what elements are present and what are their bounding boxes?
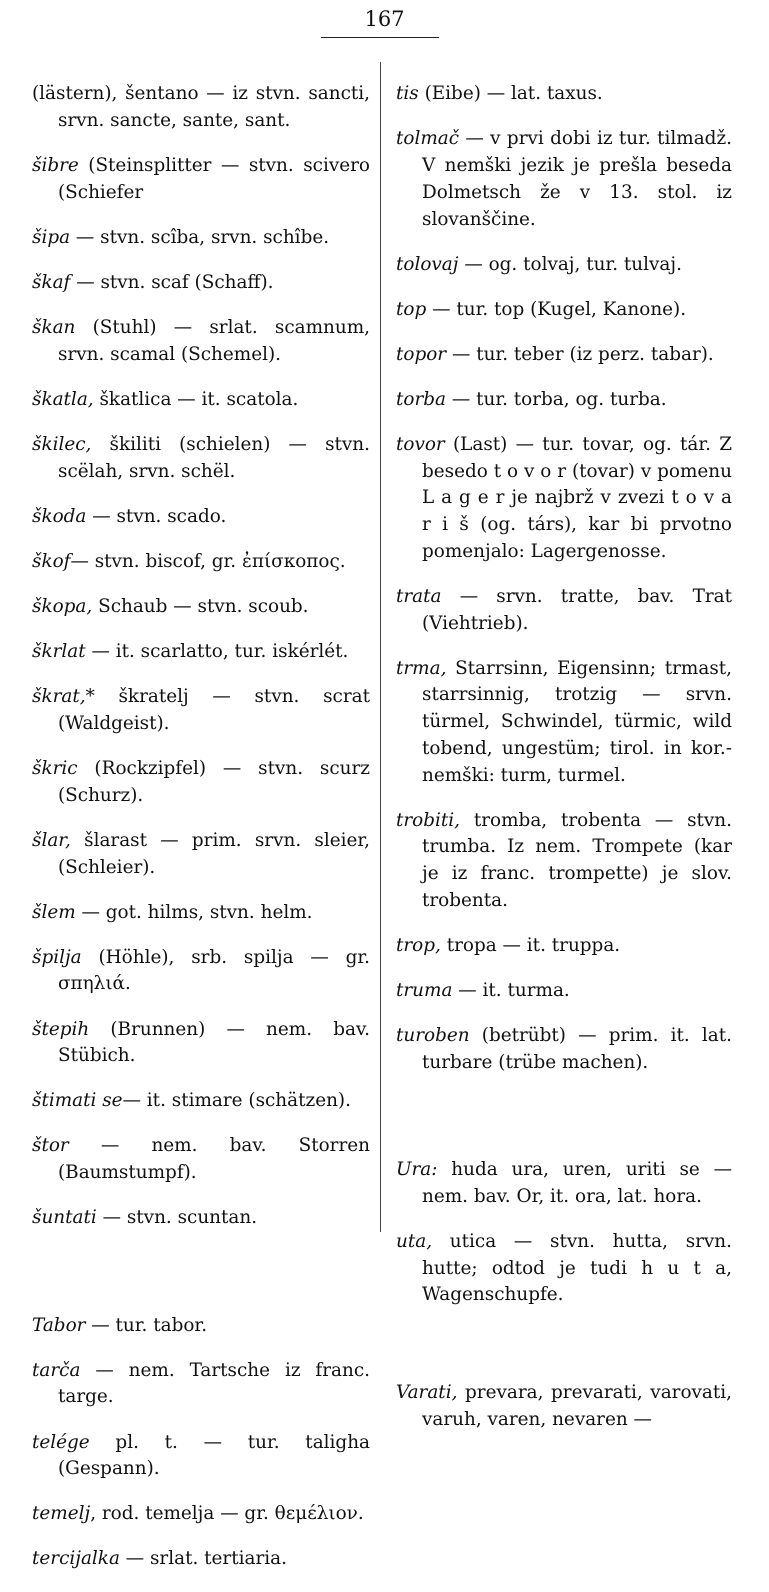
entry-headword: Varati, xyxy=(396,1381,458,1403)
dictionary-entry xyxy=(32,504,370,531)
dictionary-entry xyxy=(396,81,732,108)
dictionary-entry xyxy=(396,1380,732,1433)
entry-text: škatlica — it. scatola. xyxy=(93,388,299,410)
entry-text: tropa — it. truppa. xyxy=(440,934,621,956)
entry-text: šlarast — prim. srvn. sleier, (Schleier). xyxy=(58,829,370,878)
dictionary-entry xyxy=(32,756,370,809)
t-entries-group xyxy=(396,81,732,1076)
entry-headword: trma, xyxy=(396,657,447,679)
dictionary-entry xyxy=(32,1313,370,1340)
entry-headword: škrlat xyxy=(32,641,86,663)
entry-text: (betrübt) — prim. it. lat. turbare (trübe machen). xyxy=(422,1025,732,1073)
entry-text: — nem. Tartsche iz franc. targe. xyxy=(58,1359,370,1408)
entry-text: — tur. teber (iz perz. tabar). xyxy=(446,343,714,365)
entry-text: — nem. bav. Storren (Baumstumpf). xyxy=(58,1135,370,1184)
entry-headword: tis xyxy=(396,83,419,105)
entry-headword: temelj xyxy=(32,1503,91,1525)
entry-headword: telége xyxy=(32,1431,90,1453)
entry-text: — it. stimare (schätzen). xyxy=(122,1090,351,1112)
entry-headword: šipa xyxy=(32,226,71,248)
entry-headword: top xyxy=(396,298,427,320)
dictionary-entry xyxy=(396,126,732,233)
entry-headword: tolovaj xyxy=(396,253,459,275)
entry-headword: štepih xyxy=(32,1018,90,1040)
entry-headword: štor xyxy=(32,1135,69,1157)
entry-headword: šlar, xyxy=(32,829,71,851)
dictionary-entry xyxy=(396,584,732,637)
dictionary-entry xyxy=(396,252,732,279)
dictionary-entry xyxy=(32,225,370,252)
dictionary-entry xyxy=(32,315,370,368)
entry-text: utica — stvn. hutta, srvn. hutte; odtod je tudi h u t a, Wagenschupfe. xyxy=(422,1231,732,1306)
entry-text: — tur. top (Kugel, Kanone). xyxy=(426,298,687,320)
entry-text: (Stuhl) — srlat. scamnum, srvn. scamal (Schemel). xyxy=(58,317,370,365)
dictionary-entry xyxy=(396,656,732,790)
entry-text: — stvn. scaf (Schaff). xyxy=(70,272,274,294)
entry-headword: trata xyxy=(396,585,442,607)
dictionary-entry xyxy=(396,342,732,369)
entry-text: prevara, prevarati, varovati, varuh, varen, nevaren — xyxy=(422,1381,732,1430)
entry-text: Schaub — stvn. scoub. xyxy=(92,596,309,618)
dictionary-entry xyxy=(32,684,370,737)
entry-headword: škatla, xyxy=(32,388,94,410)
dictionary-entry xyxy=(32,639,370,666)
entry-text: tromba, trobenta — stvn. trumba. Iz nem. Trompete (kar je iz franc. trompette) je slov. trobenta. xyxy=(422,809,732,911)
dictionary-entry xyxy=(32,828,370,881)
entry-text: škiliti (schielen) — stvn. scëlah, srvn. schël. xyxy=(58,434,370,482)
dictionary-entry xyxy=(32,1133,370,1186)
entry-text: — it. scarlatto, tur. iskérlét. xyxy=(85,641,349,663)
entry-text: , rod. temelja — gr. θεμέλιον. xyxy=(90,1503,364,1525)
entry-headword: torba xyxy=(396,388,446,410)
entry-headword: škan xyxy=(32,317,76,339)
entry-headword: topor xyxy=(396,343,447,365)
entry-text: — srlat. tertiaria. xyxy=(119,1548,287,1570)
dictionary-entry xyxy=(32,387,370,414)
s-entries-group xyxy=(32,81,370,1232)
dictionary-entry xyxy=(32,1205,370,1232)
dictionary-entry xyxy=(32,432,370,485)
entry-headword: šibre xyxy=(32,155,79,177)
page-number: 167 xyxy=(364,7,405,31)
entry-text: (Eibe) — lat. taxus. xyxy=(418,83,603,105)
dictionary-entry xyxy=(32,549,370,576)
entry-text: Starrsinn, Eigensinn; trmast, starrsinnig, trotzig — srvn. türmel, Schwindel, türmic, wild tobend, ungestüm; tirol. in kor.-nemški: turm, turmel. xyxy=(422,657,732,786)
entry-text: — stvn. scado. xyxy=(86,505,227,527)
entry-headword: špilja xyxy=(32,946,82,968)
entry-text: — stvn. scuntan. xyxy=(96,1207,258,1229)
dictionary-entry xyxy=(32,153,370,206)
entry-headword: tercijalka xyxy=(32,1548,120,1570)
entry-text: (Steinsplitter — stvn. scivero (Schiefer xyxy=(58,155,370,203)
entry-headword: truma xyxy=(396,979,453,1001)
dictionary-entry xyxy=(396,297,732,324)
entry-headword: škaf xyxy=(32,272,71,294)
dictionary-entry xyxy=(32,900,370,927)
dictionary-entry xyxy=(32,1546,370,1573)
entry-text: (Höhle), srb. spilja — gr. σπηλιά. xyxy=(58,946,370,995)
dictionary-entry xyxy=(396,1023,732,1076)
dictionary-entry xyxy=(32,945,370,998)
entry-text: — srvn. tratte, bav. Trat (Viehtrieb). xyxy=(422,585,732,634)
dictionary-entry xyxy=(396,933,732,960)
entry-headword: šuntati xyxy=(32,1207,97,1229)
entry-headword: šlem xyxy=(32,901,76,923)
dictionary-entry xyxy=(32,270,370,297)
dictionary-entry xyxy=(396,432,732,566)
right-column xyxy=(396,63,732,1452)
entry-headword: turoben xyxy=(396,1025,470,1047)
dictionary-entry xyxy=(32,1017,370,1070)
entry-text: — stvn. biscof, gr. ἐπίσκοπος. xyxy=(70,550,346,572)
entry-headword: štimati se xyxy=(32,1090,123,1112)
entry-headword: trobiti, xyxy=(396,809,461,831)
entry-headword: škric xyxy=(32,758,78,780)
entry-text: — stvn. scîba, srvn. schîbe. xyxy=(70,226,330,248)
dictionary-entry xyxy=(396,1229,732,1309)
entry-text: (Brunnen) — nem. bav. Stübich. xyxy=(58,1018,370,1067)
dictionary-entry xyxy=(396,808,732,915)
entry-text: — got. hilms, stvn. helm. xyxy=(75,901,313,923)
entry-text: škratelj — stvn. scrat (Waldgeist). xyxy=(58,686,370,734)
entry-text: (Rockzipfel) — stvn. scurz (Schurz). xyxy=(58,758,370,806)
entry-headword: škilec, xyxy=(32,434,92,456)
entry-text: — v prvi dobi iz tur. tilmadž. V nemški jezik je prešla beseda Dolmetsch že v 13. stol. iz slovanščine. xyxy=(422,128,732,230)
entry-text: — tur. tabor. xyxy=(85,1314,208,1336)
left-column xyxy=(32,63,370,1592)
dictionary-entry xyxy=(32,1430,370,1483)
column-divider xyxy=(380,62,381,1232)
dictionary-entry xyxy=(32,594,370,621)
dictionary-entry xyxy=(396,387,732,414)
entry-text: (Last) — tur. tovar, og. tár. Z besedo t o v o r (tovar) v pomenu L a g e r je najbrž v zvezi t o v a r i š (og. társ), kar bi prvotno pomenjalo: Lagergenosse. xyxy=(422,434,732,562)
dictionary-entry xyxy=(32,1358,370,1411)
entry-headword: škrat,* xyxy=(32,686,95,708)
dictionary-entry xyxy=(32,81,370,134)
entry-headword: škof xyxy=(32,550,71,572)
dictionary-entry xyxy=(396,978,732,1005)
entry-text: pl. t. — tur. taligha (Gespann). xyxy=(58,1431,370,1480)
entry-headword: Ura: xyxy=(396,1159,438,1181)
entry-text: — it. turma. xyxy=(452,979,570,1001)
t-entries-group xyxy=(32,1313,370,1573)
entry-headword: uta, xyxy=(396,1231,433,1253)
dictionary-entry xyxy=(32,1501,370,1528)
u-entries-group xyxy=(396,1157,732,1309)
dictionary-entry xyxy=(396,1157,732,1210)
entry-headword: Tabor xyxy=(32,1314,86,1336)
entry-headword: tovor xyxy=(396,434,445,456)
entry-headword: tolmač xyxy=(396,128,460,150)
entry-text: — og. tolvaj, tur. tulvaj. xyxy=(458,253,682,275)
dictionary-entry xyxy=(32,1088,370,1115)
entry-headword: tarča xyxy=(32,1359,81,1381)
entry-text: (lästern), šentano — iz stvn. sancti, srvn. sancte, sante, sant. xyxy=(32,83,370,132)
entry-headword: škopa, xyxy=(32,596,93,618)
entry-headword: trop, xyxy=(396,934,441,956)
v-entries-group xyxy=(396,1380,732,1433)
entry-headword: škoda xyxy=(32,505,87,527)
entry-text: huda ura, uren, uriti se — nem. bav. Or, it. ora, lat. hora. xyxy=(422,1159,732,1207)
page-number-rule xyxy=(321,37,439,38)
entry-text: — tur. torba, og. turba. xyxy=(446,388,667,410)
